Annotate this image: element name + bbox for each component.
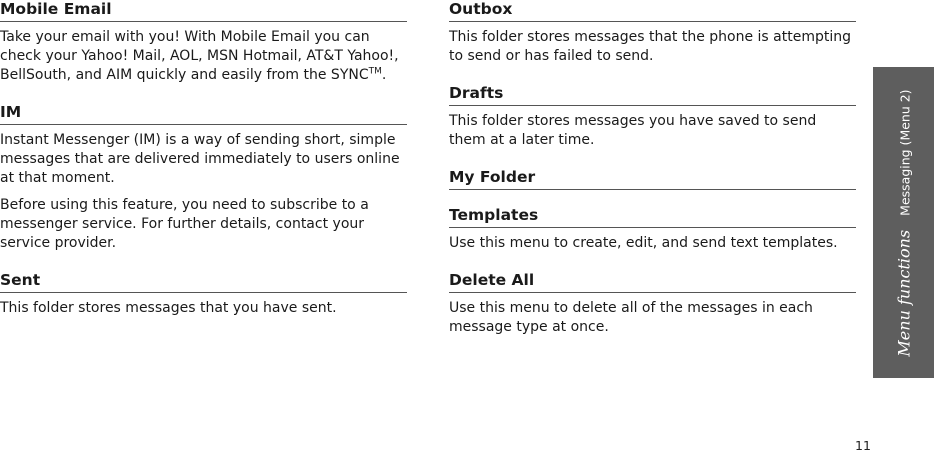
- section-title-my-folder: My Folder: [449, 168, 856, 190]
- delete-all-text: Use this menu to delete all of the messages in each message type at once.: [449, 300, 813, 335]
- templates-text: Use this menu to create, edit, and send text templates.: [449, 235, 838, 251]
- right-column: [449, 0, 856, 345]
- section-title-im: IM: [0, 103, 407, 125]
- section-title-sent: Sent: [0, 271, 407, 293]
- side-tab-text: [894, 89, 913, 356]
- mobile-email-body: Take your email with you! With Mobile Email you can check your Yahoo! Mail, AOL, MSN Hotmail, AT&T Yahoo!, BellSouth, and AIM quickly and easily from the SYNC: [0, 29, 399, 83]
- chapter-side-tab: [873, 67, 934, 378]
- section-im: [0, 103, 407, 253]
- section-mobile-email: [0, 0, 407, 85]
- section-title-outbox: Outbox: [449, 0, 856, 22]
- trademark-superscript: TM: [368, 66, 382, 77]
- page-number: 11: [855, 438, 871, 453]
- section-my-folder: [449, 168, 856, 190]
- section-delete-all: [449, 271, 856, 337]
- left-column: [0, 0, 407, 326]
- im-paragraph-1: Instant Messenger (IM) is a way of sending short, simple messages that are delivered immediately to users online at that moment.: [0, 132, 400, 186]
- side-tab-italic-label: Menu functions: [894, 229, 913, 357]
- side-tab-plain-label: Messaging (Menu 2): [897, 88, 912, 216]
- section-sent: [0, 271, 407, 318]
- im-paragraph-2: Before using this feature, you need to subscribe to a messenger service. For further details, contact your service provider.: [0, 197, 369, 251]
- section-title-delete-all: Delete All: [449, 271, 856, 293]
- mobile-email-period: .: [381, 67, 387, 83]
- sent-text: This folder stores messages that you have sent.: [0, 300, 337, 316]
- section-templates: [449, 206, 856, 253]
- outbox-text: This folder stores messages that the phone is attempting to send or has failed to send.: [449, 29, 852, 64]
- section-title-mobile-email: Mobile Email: [0, 0, 407, 22]
- mobile-email-text: [0, 28, 407, 85]
- section-outbox: [449, 0, 856, 66]
- section-drafts: [449, 84, 856, 150]
- section-title-templates: Templates: [449, 206, 856, 228]
- drafts-text: This folder stores messages you have saved to send them at a later time.: [449, 113, 817, 148]
- section-title-drafts: Drafts: [449, 84, 856, 106]
